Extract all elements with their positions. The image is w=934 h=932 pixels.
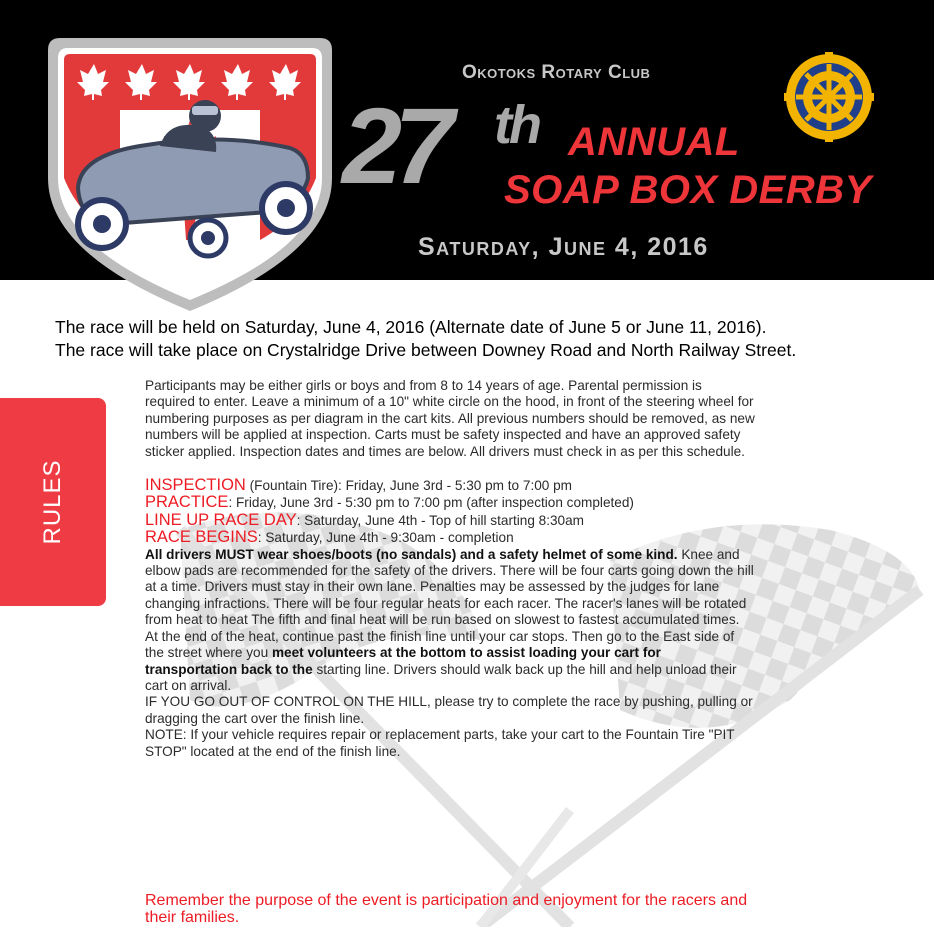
intro-race-location: The race will take place on Crystalridge Drive between Downey Road and North Railway Street. bbox=[55, 340, 797, 360]
schedule-detail: (Fountain Tire): Friday, June 3rd - 5:30 pm to 7:00 pm bbox=[245, 478, 573, 494]
closing-message: Remember the purpose of the event is participation and enjoyment for the racers and their families. bbox=[145, 892, 748, 926]
annual-heading: ANNUAL bbox=[568, 120, 740, 164]
event-title: SOAP BOX DERBY bbox=[504, 168, 872, 212]
race-procedure-text: Knee and elbow pads are recommended for the safety of the drivers. There will be four carts going down the hill at a time. Drivers must stay in their own lane. Penalties may be assessed by the judges for lane changing infractions. There will be four regular heats for each racer. The racer's lanes will be rotated from heat to heat The fifth and final heat will be run based on slowest to fastest accumulated times. At the end of the heat, continue past the finish line until your car stops. Then go to the East side of the street where you bbox=[145, 546, 754, 661]
schedule-detail: : Saturday, June 4th - 9:30am - completion bbox=[257, 530, 514, 546]
intro-race-date: The race will be held on Saturday, June 4, 2016 (Alternate date of June 5 or June 11, 2016). bbox=[55, 317, 767, 337]
rotary-international-logo bbox=[784, 52, 874, 142]
volunteer-loading-text: meet volunteers at the bottom to assist loading your cart for transportation back to the bbox=[145, 645, 661, 677]
schedule-label: INSPECTION bbox=[145, 476, 246, 495]
rules-content bbox=[145, 378, 755, 760]
rules-tab bbox=[0, 398, 106, 606]
schedule-detail: : Friday, June 3rd - 5:30 pm to 7:00 pm (after inspection completed) bbox=[228, 495, 634, 511]
event-date: Saturday, June 4, 2016 bbox=[418, 233, 709, 261]
pit-stop-note: NOTE: If your vehicle requires repair or replacement parts, take your cart to the Fountain Tire "PIT STOP" located at the end of the finish line. bbox=[145, 727, 735, 759]
schedule-label: PRACTICE bbox=[145, 493, 229, 512]
schedule-list bbox=[145, 477, 755, 547]
safety-gear-requirement: All drivers MUST wear shoes/boots (no sandals) and a safety helmet of some kind. bbox=[145, 546, 678, 562]
schedule-label: LINE UP RACE DAY bbox=[145, 510, 297, 529]
schedule-item bbox=[145, 477, 755, 494]
anniversary-suffix: th bbox=[494, 95, 539, 155]
rules-tab-label: RULES bbox=[39, 459, 66, 545]
schedule-item bbox=[145, 494, 755, 511]
schedule-label: RACE BEGINS bbox=[145, 528, 258, 547]
intro-block bbox=[55, 316, 925, 362]
safety-rules-paragraph bbox=[145, 547, 755, 695]
out-of-control-paragraph: IF YOU GO OUT OF CONTROL ON THE HILL, please try to complete the race by pushing, pulling or dragging the cart over the finish line. bbox=[145, 694, 753, 726]
schedule-item bbox=[145, 529, 755, 546]
club-name: Okotoks Rotary Club bbox=[462, 62, 651, 83]
derby-shield-logo bbox=[40, 28, 340, 313]
return-to-start-text: starting line. Drivers should walk back up the hill and help unload their cart on arrival. bbox=[145, 661, 737, 693]
anniversary-number: 27 bbox=[342, 85, 447, 206]
schedule-detail: : Saturday, June 4th - Top of hill starting 8:30am bbox=[296, 512, 585, 528]
participants-paragraph: Participants may be either girls or boys and from 8 to 14 years of age. Parental permission is required to enter. Leave a minimum of a 10" white circle on the hood, in front of the steering wheel for numbering purposes as per diagram in the cart kits. All previous numbers should be removed, as new numbers will be applied at inspection. Carts must be safety inspected and have an approved safety sticker applied. Inspection dates and times are below. All drivers must check in as per this schedule. bbox=[145, 378, 755, 459]
schedule-item bbox=[145, 512, 755, 529]
